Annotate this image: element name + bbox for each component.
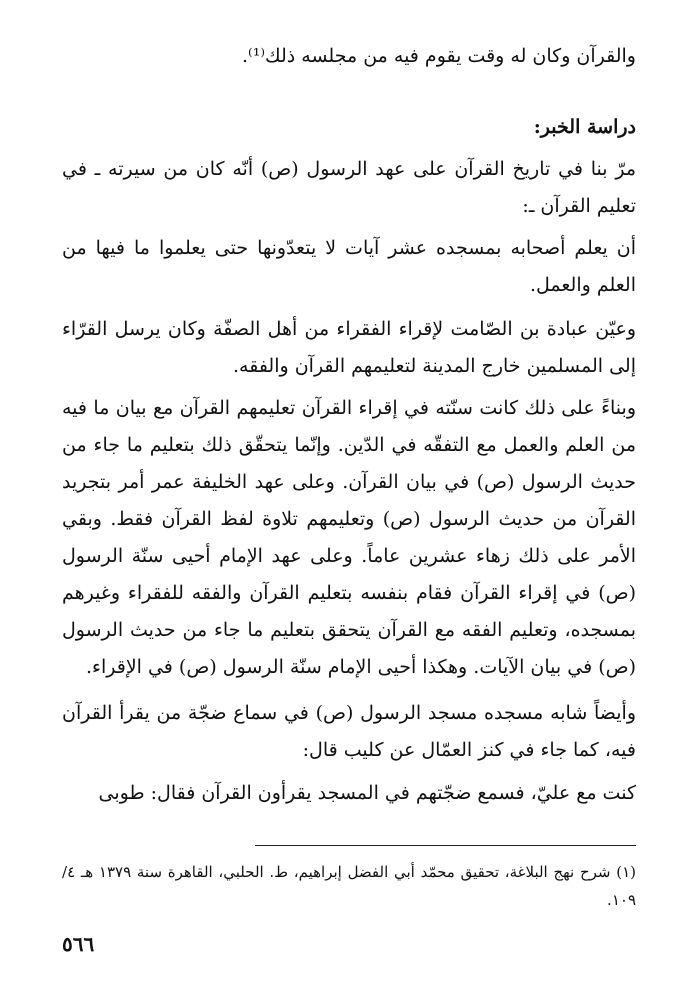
paragraph-opening: والقرآن وكان له وقت يقوم فيه من مجلسه ذلك⁽¹⁾. [241, 45, 636, 67]
footnote-divider [255, 845, 636, 846]
paragraph-3: وعيّن عبادة بن الصّامت لإقراء الفقراء من أهل الصفّة وكان يرسل القرّاء إلى المسلمين خارج المدينة لتعليمهم القرآن والفقه. [62, 318, 636, 377]
paragraph-6: كنت مع عليّ، فسمع ضجّتهم في المسجد يقرأون القرآن فقال: طوبى [98, 782, 636, 804]
section-heading: دراسة الخبر: [533, 116, 636, 138]
footnote: (١) شرح نهج البلاغة، تحقيق محمّد أبي الفضل إبراهيم، ط. الحلبي، القاهرة سنة ١٣٧٩ هـ ٤/ ١٠٩. [62, 863, 636, 909]
paragraph-2: أن يعلم أصحابه بمسجده عشر آيات لا يتعدّونها حتى يعلموا ما فيها من العلم والعمل. [62, 237, 636, 296]
paragraph-5: وأيضاً شابه مسجده مسجد الرسول (ص) في سماع ضجّة من يقرأ القرآن فيه، كما جاء في كنز العمّال عن كليب قال: [62, 702, 636, 761]
page-number: ٥٦٦ [62, 932, 95, 956]
paragraph-1: مرّ بنا في تاريخ القرآن على عهد الرسول (ص) أنّه كان من سيرته ـ في تعليم القرآن ـ: [62, 158, 636, 217]
paragraph-4: وبناءً على ذلك كانت سنّته في إقراء القرآن تعليمهم القرآن مع بيان ما فيه من العلم والعمل مع التفقّه في الدّين. وإنّما يتحقّق ذلك بتعليم ما جاء من حديث الرسول (ص) في بيان القرآن. وعلى عهد الخليفة عمر أمر بتجريد القرآن من حديث الرسول (ص) وتعليمهم تلاوة لفظ القرآن فقط. وبقي الأمر على ذلك زهاء عشرين عاماً. وعلى عهد الإمام أحيى سنّة الرسول (ص) في إقراء القرآن فقام بنفسه بتعليم القرآن والفقه للفقراء وغيرهم بمسجده، وتعليم الفقه مع القرآن يتحقق بتعليم ما جاء من حديث الرسول (ص) في بيان الآيات. وهكذا أحيى الإمام سنّة الرسول (ص) في الإقراء. [62, 397, 636, 678]
